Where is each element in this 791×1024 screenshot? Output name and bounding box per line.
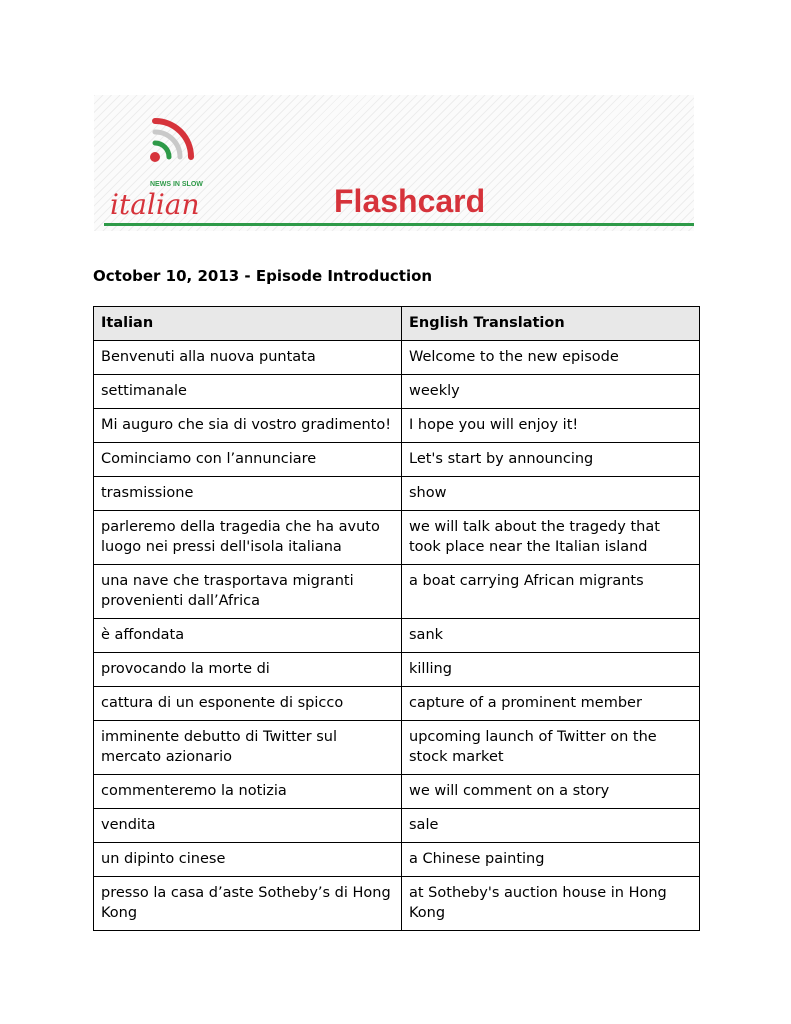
table-row xyxy=(94,565,700,619)
italian-cell: parleremo della tragedia che ha avuto luogo nei pressi dell'isola italiana xyxy=(94,511,402,565)
table-row xyxy=(94,409,700,443)
table-row xyxy=(94,653,700,687)
vocabulary-table xyxy=(93,306,700,931)
table-row xyxy=(94,843,700,877)
english-cell: we will talk about the tragedy that took place near the Italian island xyxy=(402,511,700,565)
english-cell: at Sotheby's auction house in Hong Kong xyxy=(402,877,700,931)
italian-cell: commenteremo la notizia xyxy=(94,775,402,809)
english-cell: show xyxy=(402,477,700,511)
episode-heading: October 10, 2013 - Episode Introduction xyxy=(93,267,433,285)
english-cell: a boat carrying African migrants xyxy=(402,565,700,619)
italian-cell: Cominciamo con l’annunciare xyxy=(94,443,402,477)
column-header-italian: Italian xyxy=(94,307,402,341)
banner-divider xyxy=(104,223,694,226)
english-cell: upcoming launch of Twitter on the stock market xyxy=(402,721,700,775)
english-cell: we will comment on a story xyxy=(402,775,700,809)
table-row xyxy=(94,775,700,809)
header-banner xyxy=(94,95,694,231)
italian-cell: Benvenuti alla nuova puntata xyxy=(94,341,402,375)
english-cell: sank xyxy=(402,619,700,653)
italian-cell: vendita xyxy=(94,809,402,843)
table-row xyxy=(94,619,700,653)
italian-cell: presso la casa d’aste Sotheby’s di Hong Kong xyxy=(94,877,402,931)
table-row xyxy=(94,375,700,409)
english-cell: sale xyxy=(402,809,700,843)
italian-cell: cattura di un esponente di spicco xyxy=(94,687,402,721)
english-cell: I hope you will enjoy it! xyxy=(402,409,700,443)
rss-logo-icon xyxy=(102,115,232,220)
table-row xyxy=(94,877,700,931)
english-cell: capture of a prominent member xyxy=(402,687,700,721)
english-cell: Welcome to the new episode xyxy=(402,341,700,375)
table-header-row xyxy=(94,307,700,341)
english-cell: killing xyxy=(402,653,700,687)
banner-title: Flashcard xyxy=(334,183,486,219)
italian-cell: imminente debutto di Twitter sul mercato azionario xyxy=(94,721,402,775)
italian-cell: provocando la morte di xyxy=(94,653,402,687)
column-header-english: English Translation xyxy=(402,307,700,341)
italian-cell: trasmissione xyxy=(94,477,402,511)
italian-cell: settimanale xyxy=(94,375,402,409)
italian-cell: Mi auguro che sia di vostro gradimento! xyxy=(94,409,402,443)
italian-cell: un dipinto cinese xyxy=(94,843,402,877)
table-row xyxy=(94,477,700,511)
table-row xyxy=(94,341,700,375)
news-in-slow-italian-logo xyxy=(102,115,232,220)
table-row xyxy=(94,443,700,477)
table-row xyxy=(94,511,700,565)
table-row xyxy=(94,809,700,843)
logo-wordmark: italian xyxy=(110,188,200,220)
english-cell: weekly xyxy=(402,375,700,409)
table-row xyxy=(94,687,700,721)
logo-small-text: NEWS IN SLOW xyxy=(150,181,203,188)
table-row xyxy=(94,721,700,775)
italian-cell: una nave che trasportava migranti provenienti dall’Africa xyxy=(94,565,402,619)
italian-cell: è affondata xyxy=(94,619,402,653)
english-cell: Let's start by announcing xyxy=(402,443,700,477)
english-cell: a Chinese painting xyxy=(402,843,700,877)
